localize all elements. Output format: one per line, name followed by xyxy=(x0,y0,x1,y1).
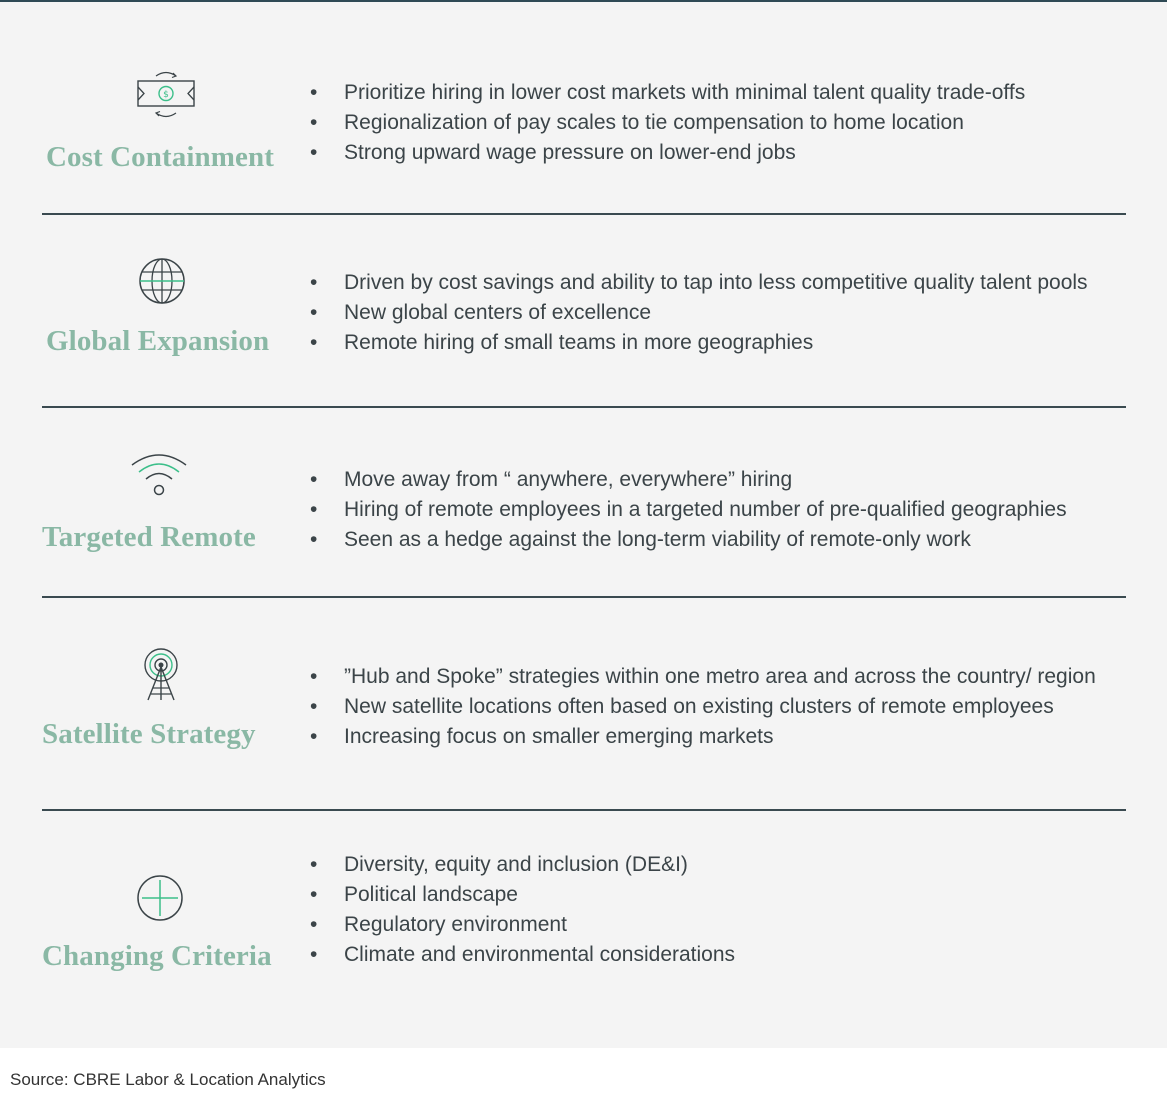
bullet-item: • Regionalization of pay scales to tie compensation to home location xyxy=(308,108,1025,138)
section-title-targeted-remote: Targeted Remote xyxy=(42,521,256,553)
bullet-list-global-expansion xyxy=(308,268,1088,358)
source-note: Source: CBRE Labor & Location Analytics xyxy=(10,1070,326,1089)
bullet-item: • Regulatory environment xyxy=(308,910,735,940)
bullet-item: • Prioritize hiring in lower cost markets with minimal talent quality trade-offs xyxy=(308,78,1025,108)
bullet-list-targeted-remote xyxy=(308,465,1067,555)
bullet-item: • Driven by cost savings and ability to tap into less competitive quality talent pools xyxy=(308,268,1088,298)
svg-text:$: $ xyxy=(163,90,169,100)
bullet-list-changing-criteria xyxy=(308,850,735,970)
wifi-icon xyxy=(130,451,188,499)
top-rule xyxy=(0,0,1167,2)
antenna-tower-icon xyxy=(140,648,182,702)
section-title-changing-criteria: Changing Criteria xyxy=(42,940,272,972)
bullet-item: • Increasing focus on smaller emerging markets xyxy=(308,722,1096,752)
plus-circle-icon xyxy=(136,874,184,922)
section-title-cost-containment: Cost Containment xyxy=(46,141,274,173)
bullet-item: • Climate and environmental considerations xyxy=(308,940,735,970)
section-divider xyxy=(42,213,1126,215)
bullet-item: • Seen as a hedge against the long-term viability of remote-only work xyxy=(308,525,1067,555)
bullet-list-cost-containment xyxy=(308,78,1025,168)
bullet-list-satellite-strategy xyxy=(308,662,1096,752)
section-title-satellite-strategy: Satellite Strategy xyxy=(42,718,256,750)
section-divider xyxy=(42,596,1126,598)
section-title-global-expansion: Global Expansion xyxy=(46,325,270,357)
bullet-item: • Political landscape xyxy=(308,880,735,910)
bullet-item: • Strong upward wage pressure on lower-end jobs xyxy=(308,138,1025,168)
money-cycle-icon xyxy=(136,70,196,124)
bullet-item: • Hiring of remote employees in a targeted number of pre-qualified geographies xyxy=(308,495,1067,525)
bullet-item: • Remote hiring of small teams in more geographies xyxy=(308,328,1088,358)
section-divider xyxy=(42,406,1126,408)
section-divider xyxy=(42,809,1126,811)
bullet-item: • Diversity, equity and inclusion (DE&I) xyxy=(308,850,735,880)
globe-icon xyxy=(138,257,186,305)
bullet-item: • Move away from “ anywhere, everywhere” hiring xyxy=(308,465,1067,495)
bullet-item: • ”Hub and Spoke” strategies within one metro area and across the country/ region xyxy=(308,662,1096,692)
bullet-item: • New global centers of excellence xyxy=(308,298,1088,328)
bullet-item: • New satellite locations often based on existing clusters of remote employees xyxy=(308,692,1096,722)
